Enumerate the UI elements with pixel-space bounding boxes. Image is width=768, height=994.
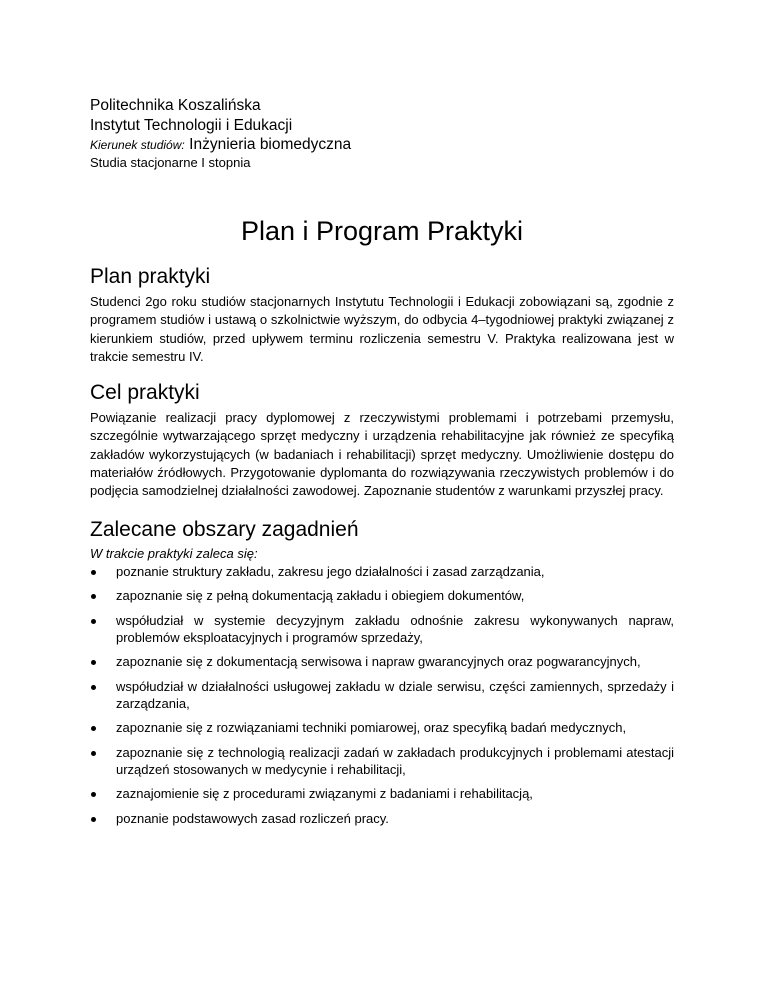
document-header [90,96,674,172]
institute-name: Instytut Technologii i Edukacji [90,117,293,134]
list-item [90,653,674,670]
list-item-text: zapoznanie się z dokumentacją serwisowa i napraw gwarancyjnych oraz pogwarancyjnych, [116,654,641,670]
list-item-text: zapoznanie się z rozwiązaniami techniki pomiarowej, oraz specyfiką badań medycznych, [116,720,627,736]
course-value: Inżynieria biomedyczna [189,136,352,153]
bullet-icon [91,660,96,665]
course-label: Kierunek studiów: [90,138,185,152]
list-item-text: poznanie podstawowych zasad rozliczeń pracy. [116,810,389,826]
section-goal [90,380,674,500]
section-heading-areas: Zalecane obszary zagadnień [90,517,359,541]
areas-list [90,563,674,827]
section-areas [90,517,674,827]
list-item [90,785,674,802]
section-text-plan: Studenci 2go roku studiów stacjonarnych Instytutu Technologii i Edukacji zobowiązani są, zgodnie z programem studiów i ustawą o szkolnictwie wyższym, do odbycia 4–tygodniowej praktyki związanej z kierunkiem studiów, przed upływem terminu rozliczenia semestru V. Praktyka realizowana jest w trakcie semestru IV. [90,294,674,364]
bullet-icon [91,792,96,797]
list-item-text: zapoznanie się z technologią realizacji zadań w zakładach produkcyjnych i problemami atestacji urządzeń stosowanych w medycynie i rehabilitacji, [116,744,674,777]
bullet-icon [91,751,96,756]
document-page [90,96,674,834]
list-item [90,744,674,778]
list-item [90,563,674,580]
section-heading-goal: Cel praktyki [90,381,200,405]
section-heading-plan: Plan praktyki [90,265,211,288]
list-item [90,612,674,646]
bullet-icon [91,594,96,599]
list-item-text: zapoznanie się z pełną dokumentacją zakładu i obiegiem dokumentów, [116,588,525,604]
list-item [90,810,674,827]
list-item [90,678,674,712]
list-item [90,719,674,736]
bullet-icon [91,619,96,624]
bullet-icon [91,685,96,690]
list-item-text: współudział w działalności usługowej zakładu w dziale serwisu, części zamiennych, sprzedaży i zarządzania, [116,678,674,711]
list-item-text: współudział w systemie decyzyjnym zakładu odnośnie zakresu wykonywanych napraw, problemów eksploatacyjnych i programów sprzedaży, [116,612,674,645]
list-item-text: zaznajomienie się z procedurami związanymi z badaniami i rehabilitacją, [116,786,533,802]
study-mode: Studia stacjonarne I stopnia [90,155,251,170]
bullet-icon [91,817,96,822]
bullet-icon [91,726,96,731]
university-name: Politechnika Koszalińska [90,97,261,114]
list-item-text: poznanie struktury zakładu, zakresu jego działalności i zasad zarządzania, [116,563,545,579]
section-plan [90,264,674,366]
section-text-goal: Powiązanie realizacji pracy dyplomowej z rzeczywistymi problemami i potrzebami przemysłu, szczególnie wytwarzającego sprzęt medyczny i urządzenia rehabilitacyjne jak również ze specyfiką zakładów wykorzystujących (w badaniach i rehabilitacji) sprzęt medyczny. Umożliwienie dostępu do materiałów źródłowych. Przygotowanie dyplomanta do rozwiązywania rzeczywistych problemów i do podjęcia samodzielnej działalności zawodowej. Zapoznanie studentów z warunkami przyszłej pracy. [90,410,674,499]
bullet-icon [91,570,96,575]
areas-intro: W trakcie praktyki zaleca się: [90,545,258,561]
list-item [90,587,674,604]
course-line [90,136,674,154]
document-title: Plan i Program Praktyki [240,216,524,246]
